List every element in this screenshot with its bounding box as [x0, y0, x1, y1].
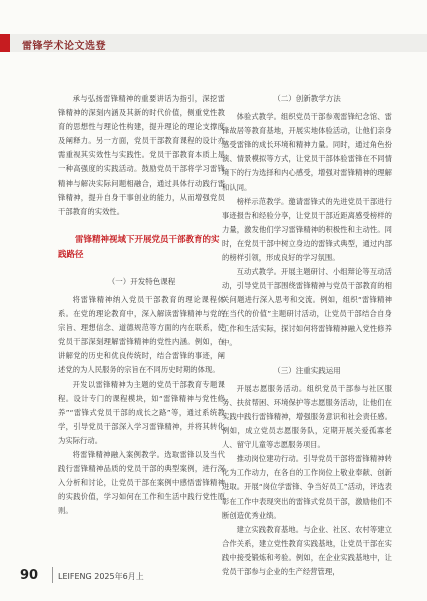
right-column	[222, 92, 392, 579]
subsection-title: （一）开发特色课程	[107, 276, 176, 286]
journal-issue: LEIFENG 2025年6月上	[58, 572, 144, 581]
paragraph: 互动式教学。开展主题研讨、小组辩论等互动活动，引导党员干部围绕雷锋精神与党员干部教育的相关问题进行深入思考和交流。例如，组织“雷锋精神在当代的价值”主题研讨活动，让党员干部结合自身工作和生活实际，探讨如何将雷锋精神融入党性修养中。	[222, 267, 392, 347]
left-column	[58, 92, 225, 518]
page-number: 90	[20, 568, 39, 583]
paragraph: 推动岗位建功行动。引导党员干部将雷锋精神转化为工作动力，在各自的工作岗位上敬业奉献、创新进取。开展“岗位学雷锋、争当好员工”活动，评选表彰在工作中表现突出的雷锋式党员干部，激励他们不断创造优秀业绩。	[222, 454, 392, 520]
journal-title: 雷锋学术论文选登	[22, 41, 106, 52]
paragraph: 建立实践教育基地。与企业、社区、农村等建立合作关系，建立党性教育实践基地，让党员干部在实践中接受锻炼和考验。例如，在企业实践基地中，让党员干部参与企业的生产经营管理，	[222, 524, 392, 576]
section-heading: 雷锋精神视域下开展党员干部教育的实践路径	[58, 234, 220, 260]
paragraph: 榜样示范教学。邀请雷锋式的先进党员干部进行事迹报告和经验分享，让党员干部近距离感受榜样的力量，激发他们学习雷锋精神的积极性和主动性。同时，在党员干部中树立身边的雷锋式典型，通过内部的榜样引领，形成良好的学习氛围。	[222, 196, 392, 263]
paragraph: 体验式教学。组织党员干部参观雷锋纪念馆、雷锋故居等教育基地，开展实地体验活动，让他们亲身感受雷锋的成长环境和精神力量。同时，通过角色扮演、情景模拟等方式，让党员干部体验雷锋在不同情境下的行为选择和内心感受，增强对雷锋精神的理解和认同。	[222, 112, 392, 192]
paragraph: 将雷锋精神纳入党员干部教育的理论课程体系。在党的理论教育中，深入解读雷锋精神与党的宗旨、理想信念、道德规范等方面的内在联系，使党员干部深刻理解雷锋精神的党性内涵。例如，在讲解党的历史和优良传统时，结合雷锋的事迹，阐述党的为人民服务的宗旨在不同历史时期的体现。	[58, 294, 225, 375]
paragraph: 开展志愿服务活动。组织党员干部参与社区服务、扶贫帮困、环境保护等志愿服务活动，让他们在实践中践行雷锋精神，增强服务意识和社会责任感。例如，成立党员志愿服务队，定期开展关爱孤寡老人、留守儿童等志愿服务项目。	[222, 383, 392, 450]
footer-divider	[52, 567, 53, 583]
paragraph: 开发以雷锋精神为主题的党员干部教育专题课程。设计专门的课程模块，如“雷锋精神与党性修养”“雷锋式党员干部的成长之路”等，通过系统教学，引导党员干部深入学习雷锋精神，并将其转化为实际行动。	[58, 379, 225, 445]
paragraph: 承与弘扬雷锋精神的重要讲话为指引，深挖雷锋精神的深刻内涵及其新的时代价值，侧重党性教育的思想性与理论性构建，提升理论的理论支撑度及阐释力。另一方面，党员干部教育课程的设计亦需重视其实效性与实践性。党员干部教育本质上是一种高强度的实践活动。鼓励党员干部将学习雷锋精神与解决实际问题相融合，通过具体行动践行雷锋精神，提升自身干事创业的能力，从而增强党员干部教育的实效性。	[58, 94, 225, 216]
subsection-title: （二）创新教学方法	[273, 94, 341, 103]
header-accent-block	[0, 34, 10, 52]
paragraph: 将雷锋精神融入案例教学。选取雷锋以及当代践行雷锋精神品质的党员干部的典型案例，进行深入分析和讨论，让党员干部在案例中感悟雷锋精神的实践价值，学习如何在工作和生活中践行党性原则。	[58, 449, 225, 516]
subsection-title: （三）注重实践运用	[273, 365, 341, 375]
